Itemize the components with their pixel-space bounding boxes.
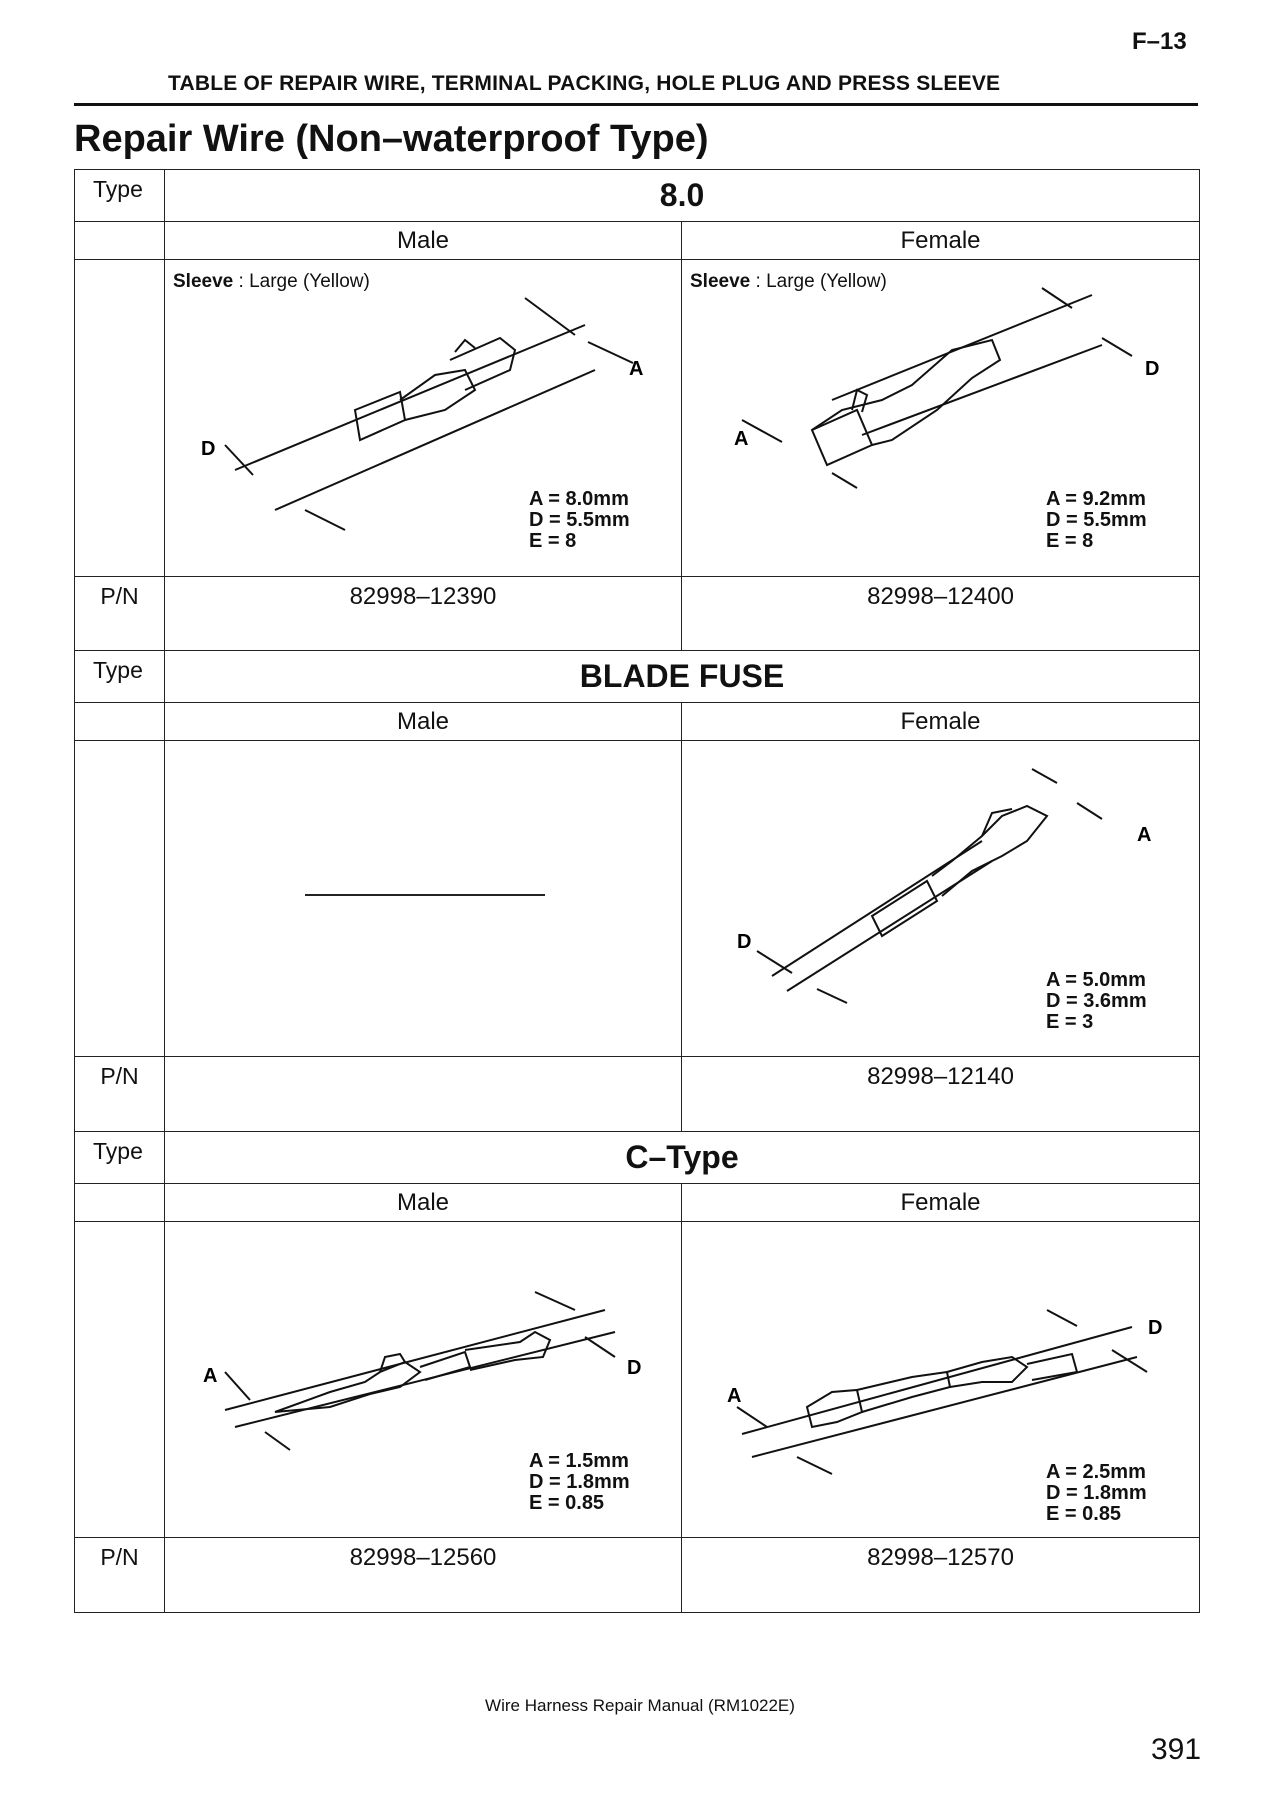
male-illustration-cell xyxy=(165,1222,682,1538)
pn-label: P/N xyxy=(75,577,165,651)
gender-row xyxy=(75,222,1200,260)
male-header: Male xyxy=(165,703,682,741)
callout-d: D xyxy=(201,438,216,460)
female-part-number: 82998–12570 xyxy=(682,1538,1200,1613)
female-header: Female xyxy=(682,1184,1200,1222)
callout-d: D xyxy=(737,931,752,953)
callout-a: A xyxy=(1137,824,1152,846)
repair-wire-table xyxy=(74,169,1200,1613)
male-part-number: 82998–12560 xyxy=(165,1538,682,1613)
female-header: Female xyxy=(682,703,1200,741)
male-part-number: 82998–12390 xyxy=(165,577,682,651)
pn-label: P/N xyxy=(75,1538,165,1613)
type-value: BLADE FUSE xyxy=(165,651,1200,703)
page-number: 391 xyxy=(1151,1733,1202,1766)
type-row xyxy=(75,170,1200,222)
gender-row xyxy=(75,1184,1200,1222)
not-available-dash xyxy=(305,894,545,896)
sleeve-note: Sleeve : Large (Yellow) xyxy=(690,271,887,292)
callout-d: D xyxy=(1145,358,1160,380)
male-illustration-cell xyxy=(165,260,682,577)
section-title: Repair Wire (Non–waterproof Type) xyxy=(74,118,709,160)
callout-d: D xyxy=(627,1357,642,1379)
female-header: Female xyxy=(682,222,1200,260)
dimension-list: A = 9.2mm D = 5.5mm E = 8 xyxy=(1046,488,1147,552)
pn-label: P/N xyxy=(75,1057,165,1132)
type-label: Type xyxy=(75,170,165,222)
female-illustration-cell xyxy=(682,1222,1200,1538)
page-section-number: F–13 xyxy=(1132,28,1187,55)
dimension-list: A = 2.5mm D = 1.8mm E = 0.85 xyxy=(1046,1461,1147,1525)
dimension-list: A = 1.5mm D = 1.8mm E = 0.85 xyxy=(529,1450,630,1514)
illustration-row xyxy=(75,260,1200,577)
female-part-number: 82998–12400 xyxy=(682,577,1200,651)
dimension-list: A = 5.0mm D = 3.6mm E = 3 xyxy=(1046,969,1147,1033)
female-illustration-cell xyxy=(682,741,1200,1057)
female-part-number: 82998–12140 xyxy=(682,1057,1200,1132)
female-illustration-cell xyxy=(682,260,1200,577)
pn-row xyxy=(75,1057,1200,1132)
male-illustration-cell xyxy=(165,741,682,1057)
callout-a: A xyxy=(203,1365,218,1387)
illustration-row xyxy=(75,1222,1200,1538)
male-header: Male xyxy=(165,222,682,260)
callout-d: D xyxy=(1148,1317,1163,1339)
header-title: TABLE OF REPAIR WIRE, TERMINAL PACKING, HOLE PLUG AND PRESS SLEEVE xyxy=(168,72,1001,95)
illustration-row xyxy=(75,741,1200,1057)
dimension-list: A = 8.0mm D = 5.5mm E = 8 xyxy=(529,488,630,552)
header-rule xyxy=(74,103,1198,106)
pn-row xyxy=(75,1538,1200,1613)
gender-row xyxy=(75,703,1200,741)
pn-row xyxy=(75,577,1200,651)
callout-a: A xyxy=(629,358,644,380)
male-header: Male xyxy=(165,1184,682,1222)
sleeve-note: Sleeve : Large (Yellow) xyxy=(173,271,370,292)
male-part-number xyxy=(165,1057,682,1132)
type-value: C–Type xyxy=(165,1132,1200,1184)
type-label: Type xyxy=(75,1132,165,1184)
type-value: 8.0 xyxy=(165,170,1200,222)
callout-a: A xyxy=(727,1385,742,1407)
type-row xyxy=(75,651,1200,703)
callout-a: A xyxy=(734,428,749,450)
type-row xyxy=(75,1132,1200,1184)
footer-manual-title: Wire Harness Repair Manual (RM1022E) xyxy=(485,1696,795,1715)
type-label: Type xyxy=(75,651,165,703)
